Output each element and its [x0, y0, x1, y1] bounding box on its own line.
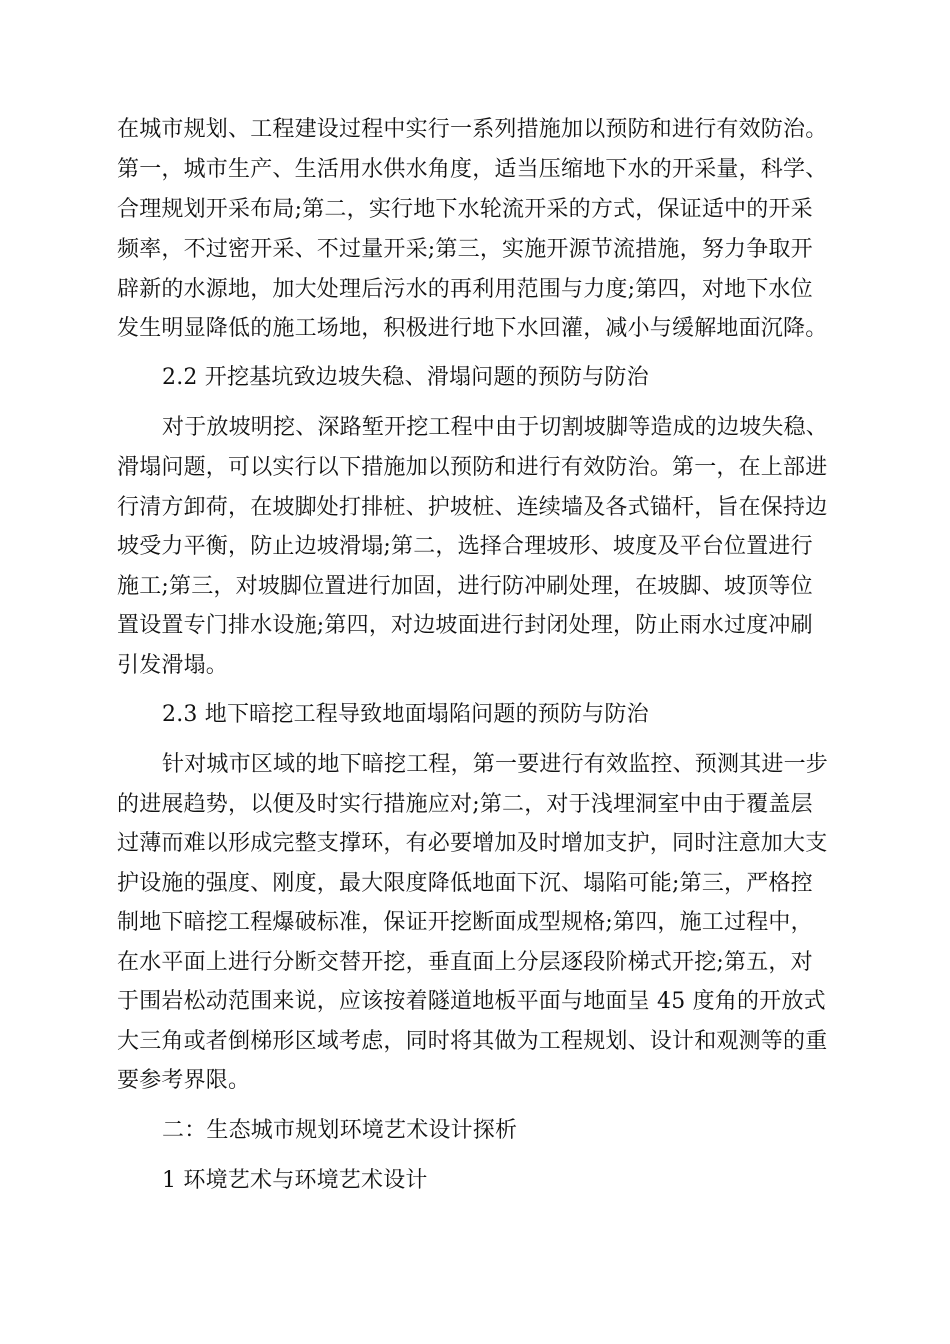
paragraph-2-line-3: 行清方卸荷，在坡脚处打排桩、护坡桩、连续墙及各式锚杆，旨在保持边 — [117, 495, 828, 520]
paragraph-3-line-9: 要参考界限。 — [117, 1068, 251, 1093]
part-2-heading: 二：生态城市规划环境艺术设计探析 — [162, 1118, 518, 1143]
paragraph-3-line-6: 在水平面上进行分断交替开挖，垂直面上分层逐段阶梯式开挖;第五，对 — [117, 950, 813, 975]
paragraph-2-line-4: 坡受力平衡，防止边坡滑塌;第二，选择合理坡形、坡度及平台位置进行 — [117, 534, 813, 559]
paragraph-2-line-2: 滑塌问题，可以实行以下措施加以预防和进行有效防治。第一，在上部进 — [117, 455, 828, 480]
paragraph-1-line-6: 发生明显降低的施工场地，积极进行地下水回灌，减小与缓解地面沉降。 — [117, 316, 828, 341]
paragraph-3-line-5: 制地下暗挖工程爆破标准，保证开挖断面成型规格;第四，施工过程中， — [117, 910, 813, 935]
paragraph-3-line-2: 的进展趋势，以便及时实行措施应对;第二，对于浅埋洞室中由于覆盖层 — [117, 792, 813, 817]
section-heading-2-2: 2.2 开挖基坑致边坡失稳、滑塌问题的预防与防治 — [162, 365, 649, 390]
paragraph-1-line-2: 第一，城市生产、生活用水供水角度，适当压缩地下水的开采量，科学、 — [117, 157, 828, 182]
paragraph-2-line-5: 施工;第三，对坡脚位置进行加固，进行防冲刷处理，在坡脚、坡顶等位 — [117, 574, 813, 599]
paragraph-1-line-1: 在城市规划、工程建设过程中实行一系列措施加以预防和进行有效防治。 — [117, 117, 828, 142]
paragraph-3-line-8: 大三角或者倒梯形区域考虑，同时将其做为工程规划、设计和观测等的重 — [117, 1029, 828, 1054]
paragraph-3-line-4: 护设施的强度、刚度，最大限度降低地面下沉、塌陷可能;第三，严格控 — [117, 871, 813, 896]
section-heading-2-3: 2.3 地下暗挖工程导致地面塌陷问题的预防与防治 — [162, 702, 649, 727]
paragraph-3-line-3: 过薄而难以形成完整支撑环，有必要增加及时增加支护，同时注意加大支 — [117, 831, 828, 856]
paragraph-2-line-7: 引发滑塌。 — [117, 653, 229, 678]
paragraph-1-line-5: 辟新的水源地，加大处理后污水的再利用范围与力度;第四，对地下水位 — [117, 277, 813, 302]
paragraph-3-line-1: 针对城市区域的地下暗挖工程，第一要进行有效监控、预测其进一步 — [162, 752, 829, 777]
paragraph-2-line-1: 对于放坡明挖、深路堑开挖工程中由于切割坡脚等造成的边坡失稳、 — [162, 415, 829, 440]
section-heading-1: 1 环境艺术与环境艺术设计 — [162, 1168, 428, 1193]
paragraph-1-line-3: 合理规划开采布局;第二，实行地下水轮流开采的方式，保证适中的开采 — [117, 197, 813, 222]
paragraph-3-line-7: 于围岩松动范围来说，应该按着隧道地板平面与地面呈 45 度角的开放式 — [117, 989, 826, 1014]
paragraph-1-line-4: 频率，不过密开采、不过量开采;第三，实施开源节流措施，努力争取开 — [117, 237, 813, 262]
paragraph-2-line-6: 置设置专门排水设施;第四，对边坡面进行封闭处理，防止雨水过度冲刷 — [117, 613, 813, 638]
